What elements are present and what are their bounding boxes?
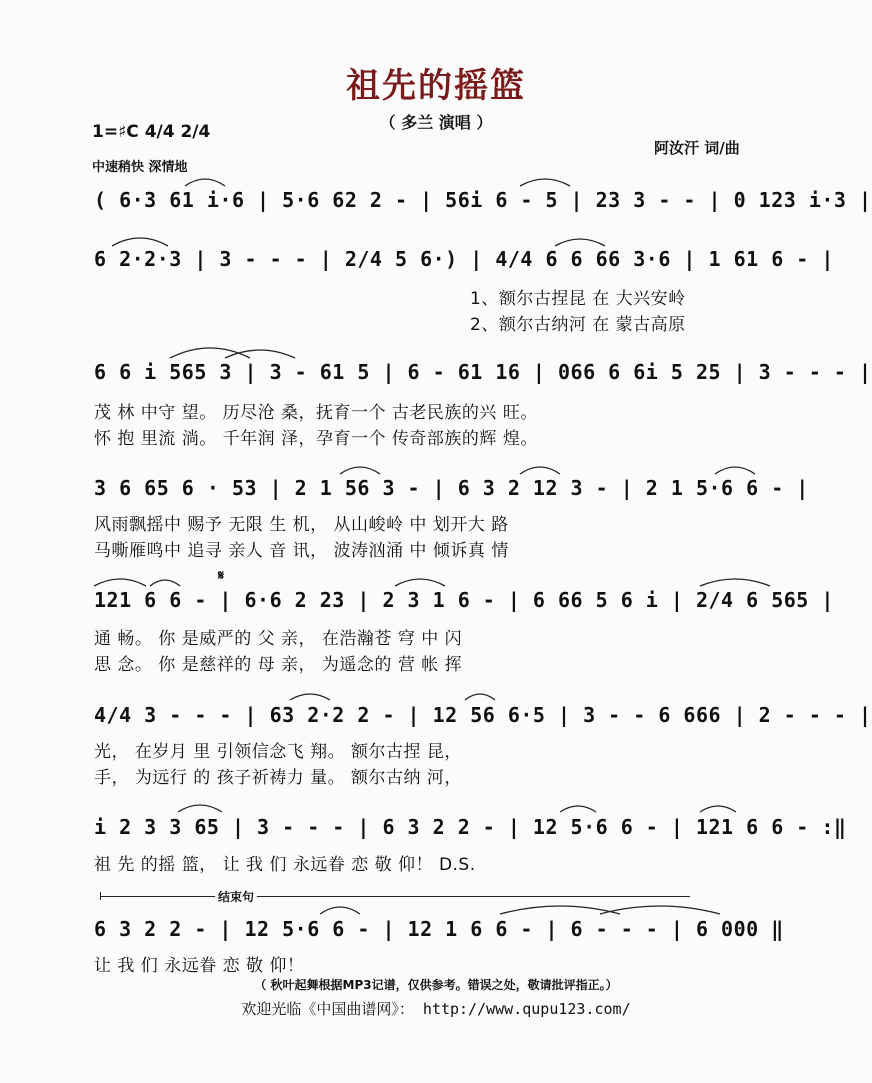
- score-row-2: 6 2·2·3 | 3 - - - | 2/4 5 6·) | 4/4 6 6 66 3·6 | 1 61 6 - |: [94, 247, 834, 271]
- lyric-row-6-verse-2: 手， 为远行 的 孩子祈祷力 量。 额尔古纳 河，: [94, 768, 462, 788]
- slur-arc: [715, 467, 755, 474]
- transcription-note: （ 秋叶起舞根据MP3记谱，仅供参考。错误之处，敬请批评指正。）: [254, 978, 618, 992]
- lyric-row-5-verse-2: 思 念。 你 是慈祥的 母 亲， 为遥念的 营 帐 挥: [94, 655, 463, 675]
- slur-arc: [225, 350, 295, 358]
- score-row-8: 6 3 2 2 - | 12 5·6 6 - | 12 1 6 6 - | 6 - - - | 6 000 ‖: [94, 917, 784, 941]
- slur-arc: [520, 467, 560, 474]
- slur-arc: [700, 579, 770, 586]
- slur-arc: [290, 694, 330, 700]
- slur-arc: [520, 179, 570, 186]
- lyric-row-2-verse-1: 1、额尔古捏昆 在 大兴安岭: [470, 289, 686, 309]
- tempo-marking: 中速稍快 深情地: [92, 160, 188, 175]
- slur-arc: [395, 579, 445, 586]
- slur-arc: [600, 906, 720, 914]
- slur-arc: [112, 238, 168, 246]
- lyric-row-4-verse-2: 马嘶雁鸣中 追寻 亲人 音 讯， 波涛汹涌 中 倾诉真 情: [94, 541, 509, 561]
- slur-arc: [465, 694, 495, 700]
- slur-arc: [560, 806, 596, 812]
- lyric-row-4-verse-1: 风雨飘摇中 赐予 无限 生 机， 从山峻岭 中 划开大 路: [94, 515, 509, 535]
- segno-sign: 𝄋: [218, 568, 225, 584]
- slur-arc: [150, 580, 180, 586]
- lyric-row-8: 让 我 们 永远眷 恋 敬 仰！: [94, 956, 305, 976]
- singer-credit: （ 多兰 演唱 ）: [379, 113, 493, 132]
- song-title: 祖先的摇篮: [346, 66, 526, 106]
- site-link[interactable]: 欢迎光临《中国曲谱网》： http://www.qupu123.com/: [241, 1000, 631, 1018]
- slur-arc: [320, 907, 360, 914]
- slur-arc: [500, 906, 620, 914]
- composer-credit: 阿汝汗 词/曲: [654, 139, 740, 157]
- coda-label: 结束句: [215, 888, 257, 905]
- score-row-5: 121 6 6 - | 6·6 2 23 | 2 3 1 6 - | 6 66 5 6 i | 2/4 6 565 |: [94, 588, 834, 612]
- score-row-3: 6 6 i 565 3 | 3 - 61 5 | 6 - 61 16 | 066 6 6i 5 25 | 3 - - - |: [94, 360, 872, 384]
- slur-arc: [94, 579, 146, 586]
- score-row-1: ( 6·3 61 i·6 | 5·6 62 2 - | 56i 6 - 5 | 23 3 - - | 0 123 i·3 |: [94, 188, 872, 212]
- slur-arc: [555, 239, 605, 246]
- slur-arc: [340, 467, 380, 474]
- score-row-6: 4/4 3 - - - | 63 2·2 2 - | 12 56 6·5 | 3 - - 6 666 | 2 - - - |: [94, 703, 872, 727]
- lyric-row-7: 祖 先 的摇 篮， 让 我 们 永远眷 恋 敬 仰！ D.S.: [94, 855, 476, 875]
- slur-arc: [178, 805, 222, 812]
- score-row-4: 3 6 65 6 · 53 | 2 1 56 3 - | 6 3 2 12 3 - | 2 1 5·6 6 - |: [94, 476, 809, 500]
- key-time-signature: 1=♯C 4/4 2/4: [92, 122, 211, 142]
- lyric-row-3-verse-1: 茂 林 中守 望。 历尽沧 桑，抚育一个 古老民族的兴 旺。: [94, 403, 538, 423]
- score-row-7: i 2 3 3 65 | 3 - - - | 6 3 2 2 - | 12 5·6 6 - | 121 6 6 - :‖: [94, 815, 847, 839]
- lyric-row-6-verse-1: 光， 在岁月 里 引领信念飞 翔。 额尔古捏 昆，: [94, 742, 462, 762]
- slur-arc: [700, 806, 736, 812]
- lyric-row-5-verse-1: 通 畅。 你 是威严的 父 亲， 在浩瀚苍 穹 中 闪: [94, 629, 463, 649]
- lyric-row-2-verse-2: 2、额尔古纳河 在 蒙古高原: [470, 315, 686, 335]
- lyric-row-3-verse-2: 怀 抱 里流 淌。 千年润 泽，孕育一个 传奇部族的辉 煌。: [94, 429, 538, 449]
- slur-arc: [185, 179, 225, 186]
